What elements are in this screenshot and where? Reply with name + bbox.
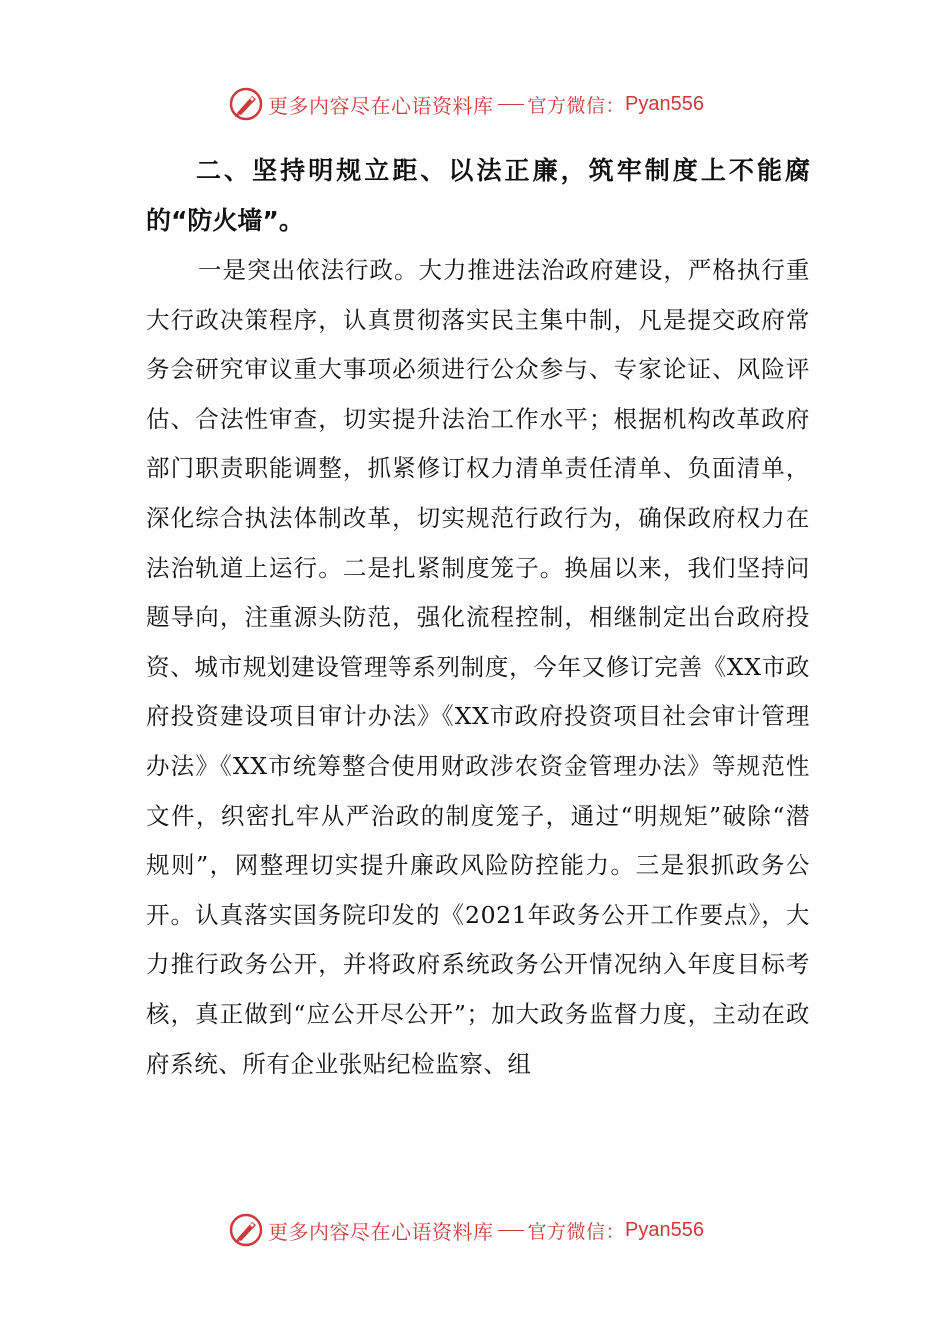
body-paragraph: 一是突出依法行政。大力推进法治政府建设，严格执行重大行政决策程序，认真贯彻落实民主集中制，凡是提交政府常务会研究审议重大事项必须进行公众参与、专家论证、风险评估、合法性审查，切实提升法治工作水平；根据机构改革政府部门职责职能调整，抓紧修订权力清单责任清单、负面清单，深化综合执法体制改革，切实规范行政行为，确保政府权力在法治轨道上运行。二是扎紧制度笼子。换届以来，我们坚持问题导向，注重源头防范，强化流程控制，相继制定出台政府投资、城市规划建设管理等系列制度，今年又修订完善《XX市政府投资建设项目审计办法》《XX市政府投资项目社会审计管理办法》《XX市统筹整合使用财政涉农资金管理办法》等规范性文件，织密扎牢从严治政的制度笼子，通过“明规矩”破除“潜规则”，网整理切实提升廉政风险防控能力。三是狠抓政务公开。认真落实国务院印发的《2021年政务公开工作要点》，大力推行政务公开，并将政府系统政务公开情况纳入年度目标考核，真正做到“应公开尽公开”；加大政务监督力度，主动在政府系统、所有企业张贴纪检监察、组 [146, 256, 810, 1078]
watermark-dash [498, 1230, 524, 1231]
watermark-wechat-id: Pyan556 [625, 92, 704, 115]
pen-nib-logo-icon [228, 1212, 264, 1248]
pen-nib-logo-icon [228, 86, 264, 122]
watermark-site-text: 更多内容尽在心语资料库 [268, 1219, 494, 1244]
watermark-banner-bottom [228, 1210, 704, 1250]
watermark-label: 官方微信： [527, 1220, 626, 1243]
watermark-label: 官方微信： [527, 94, 626, 117]
watermark-wechat-id: Pyan556 [625, 1218, 704, 1241]
watermark-dash [498, 104, 524, 105]
watermark-site-text: 更多内容尽在心语资料库 [268, 93, 494, 118]
watermark-banner-top [228, 84, 704, 124]
section-heading: 二、坚持明规立距、以法正廉，筑牢制度上不能腐的“防火墙”。 [146, 156, 810, 235]
